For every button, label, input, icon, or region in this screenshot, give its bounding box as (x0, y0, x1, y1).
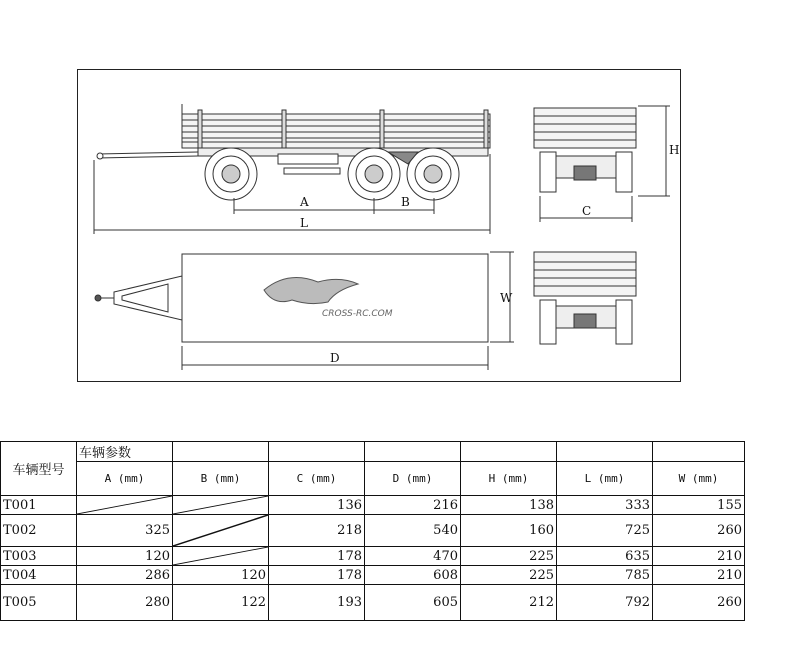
table-row (1, 547, 745, 566)
logo-text: CROSS-RC.COM (322, 309, 393, 319)
col-header-C: C (mm) (269, 462, 365, 496)
cell-W: 260 (653, 585, 745, 621)
col-header-W: W (mm) (653, 462, 745, 496)
top-view (95, 252, 514, 370)
front-view (534, 106, 670, 222)
row-id: T005 (1, 585, 77, 621)
table-row (1, 566, 745, 585)
dim-label-H: H (669, 143, 680, 157)
cell-A: 280 (77, 585, 173, 621)
model-header: 车辆型号 (1, 442, 77, 496)
spec-table (0, 441, 745, 621)
empty-cell-slash (77, 496, 173, 515)
col-header-D: D (mm) (365, 462, 461, 496)
empty-cell-slash (173, 515, 269, 547)
trailer-drawing-svg (78, 70, 682, 383)
cell-D: 608 (365, 566, 461, 585)
table-row (1, 496, 745, 515)
cell-D: 540 (365, 515, 461, 547)
cell-D: 605 (365, 585, 461, 621)
cell-A: 120 (77, 547, 173, 566)
cell-L: 725 (557, 515, 653, 547)
cell-L: 785 (557, 566, 653, 585)
cell-D: 216 (365, 496, 461, 515)
cell-C: 178 (269, 566, 365, 585)
empty-cell-slash (173, 496, 269, 515)
cell-L: 333 (557, 496, 653, 515)
cell-A: 286 (77, 566, 173, 585)
cell-L: 792 (557, 585, 653, 621)
col-header-H: H (mm) (461, 462, 557, 496)
cell-D: 470 (365, 547, 461, 566)
table-header-row-1 (1, 442, 745, 462)
cell-C: 136 (269, 496, 365, 515)
cell-W: 210 (653, 566, 745, 585)
row-id: T003 (1, 547, 77, 566)
col-header-L: L (mm) (557, 462, 653, 496)
cell-L: 635 (557, 547, 653, 566)
cell-H: 138 (461, 496, 557, 515)
dim-label-D: D (330, 351, 340, 365)
cell-H: 160 (461, 515, 557, 547)
params-header: 车辆参数 (77, 442, 173, 462)
cell-C: 218 (269, 515, 365, 547)
table-header-row-2 (1, 462, 745, 496)
row-id: T001 (1, 496, 77, 515)
col-header-B: B (mm) (173, 462, 269, 496)
row-id: T002 (1, 515, 77, 547)
col-header-A: A (mm) (77, 462, 173, 496)
cell-H: 225 (461, 547, 557, 566)
row-id: T004 (1, 566, 77, 585)
empty-cell-slash (173, 547, 269, 566)
cell-H: 225 (461, 566, 557, 585)
technical-drawing (77, 69, 681, 382)
cell-B: 120 (173, 566, 269, 585)
dim-label-A: A (300, 195, 309, 209)
dim-label-W: W (500, 291, 513, 305)
cell-C: 178 (269, 547, 365, 566)
dim-label-C: C (582, 204, 592, 218)
dim-label-L: L (300, 216, 308, 230)
cell-B: 122 (173, 585, 269, 621)
table-row (1, 585, 745, 621)
cell-H: 212 (461, 585, 557, 621)
cell-C: 193 (269, 585, 365, 621)
cell-W: 155 (653, 496, 745, 515)
cell-W: 210 (653, 547, 745, 566)
rear-view (534, 252, 636, 344)
table-row (1, 515, 745, 547)
cell-W: 260 (653, 515, 745, 547)
cell-A: 325 (77, 515, 173, 547)
dim-label-B: B (401, 195, 410, 209)
